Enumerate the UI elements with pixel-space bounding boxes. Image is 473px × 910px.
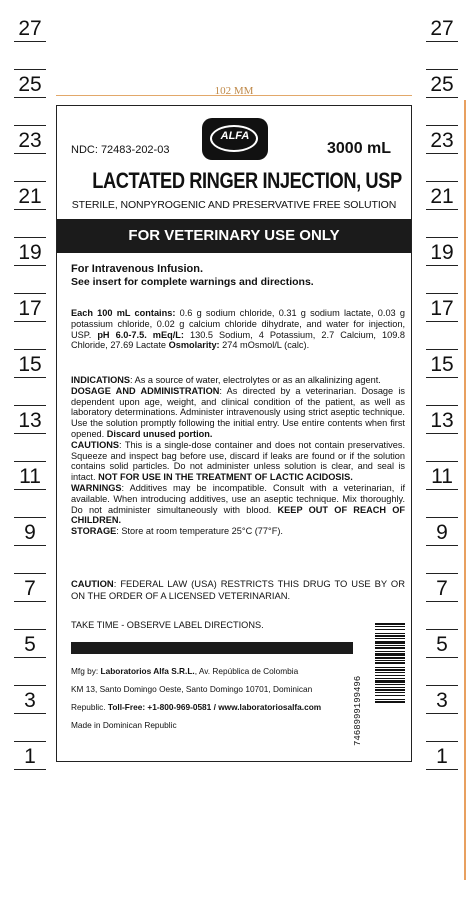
scale-minor-tick xyxy=(14,293,46,294)
indications-text: : As a source of water, electrolytes or as an alkalinizing agent. xyxy=(130,375,381,385)
scale-minor-tick xyxy=(14,349,46,350)
veterinary-banner: FOR VETERINARY USE ONLY xyxy=(57,219,411,253)
scale-mark-label: 11 xyxy=(19,465,41,488)
scale-mark-line xyxy=(426,545,458,546)
indications-block xyxy=(71,375,405,386)
scale-mark-line xyxy=(14,41,46,42)
black-bar xyxy=(71,642,353,654)
scale-mark-label: 15 xyxy=(430,353,454,376)
directions-paragraph xyxy=(71,375,405,537)
scale-mark-label: 11 xyxy=(431,465,453,488)
scale-minor-tick xyxy=(14,181,46,182)
scale-minor-tick xyxy=(14,517,46,518)
mfg-line-3 xyxy=(71,698,351,716)
scale-mark-label: 5 xyxy=(436,633,448,656)
scale-minor-tick xyxy=(426,461,458,462)
size-marker: 102 MM xyxy=(214,85,254,97)
scale-mark-label: 3 xyxy=(436,689,448,712)
warnings-text: : Additives may be incompatible. Consult with a veterinarian, if available. When introducing additives, use an aseptic technique. Mix thoroughly. Do not administer simultaneously with blood. xyxy=(71,482,405,515)
scale-minor-tick xyxy=(426,293,458,294)
mfg-line-1 xyxy=(71,662,351,680)
take-time-note: TAKE TIME - OBSERVE LABEL DIRECTIONS. xyxy=(71,620,264,630)
federal-text: : FEDERAL LAW (USA) RESTRICTS THIS DRUG TO USE BY OR ON THE ORDER OF A LICENSED VETERINARIAN. xyxy=(71,578,405,601)
scale-mark-line xyxy=(14,265,46,266)
scale-mark-line xyxy=(426,265,458,266)
alfa-logo xyxy=(202,118,268,160)
logo-text: ALFA xyxy=(220,130,250,142)
scale-mark-label: 7 xyxy=(436,577,448,600)
scale-mark-line xyxy=(426,713,458,714)
cautions-block xyxy=(71,440,405,483)
federal-label: CAUTION xyxy=(71,578,114,589)
storage-block xyxy=(71,526,405,537)
scale-mark-label: 21 xyxy=(18,185,42,208)
dosage-label: DOSAGE AND ADMINISTRATION xyxy=(71,385,220,396)
scale-mark-line xyxy=(426,377,458,378)
osmolarity-text: 274 mOsmol/L (calc). xyxy=(219,340,310,351)
cautions-label: CAUTIONS xyxy=(71,439,119,450)
osmolarity-label: Osmolarity: xyxy=(168,340,220,351)
scale-minor-tick xyxy=(426,741,458,742)
scale-minor-tick xyxy=(14,629,46,630)
scale-mark-label: 17 xyxy=(18,297,42,320)
scale-mark-label: 1 xyxy=(24,745,36,768)
scale-minor-tick xyxy=(426,69,458,70)
scale-minor-tick xyxy=(14,685,46,686)
scale-mark-label: 15 xyxy=(18,353,42,376)
scale-mark-label: 23 xyxy=(18,129,42,152)
scale-mark-line xyxy=(426,601,458,602)
scale-mark-line xyxy=(426,433,458,434)
scale-minor-tick xyxy=(426,237,458,238)
drug-label xyxy=(56,105,412,762)
scale-mark-label: 3 xyxy=(24,689,36,712)
scale-mark-line xyxy=(426,209,458,210)
ph-label: pH 6.0-7.5. mEq/L: xyxy=(97,329,184,340)
keep-out-text: KEEP OUT OF REACH OF CHILDREN. xyxy=(71,504,405,526)
see-insert-note: See insert for complete warnings and directions. xyxy=(71,276,314,288)
size-marker-line xyxy=(56,95,412,96)
barcode xyxy=(375,621,405,743)
scale-mark-label: 17 xyxy=(430,297,454,320)
scale-mark-line xyxy=(14,601,46,602)
mfg-address-3: Republic. xyxy=(71,702,108,712)
contains-text: 0.6 g sodium chloride, 0.31 g sodium lactate, 0.03 g potassium chloride, 0.02 g calcium chloride dihydrate, and water for injection, USP. xyxy=(71,308,405,340)
scale-mark-line xyxy=(14,713,46,714)
scale-mark-line xyxy=(426,97,458,98)
manufacturer-info xyxy=(71,662,351,734)
scale-mark-line xyxy=(426,769,458,770)
scale-mark-label: 23 xyxy=(430,129,454,152)
scale-mark-label: 13 xyxy=(18,409,42,432)
scale-mark-line xyxy=(14,657,46,658)
dosage-text: : As directed by a veterinarian. Dosage is dependent upon age, weight, and clinical condition of the patient, as well as laboratory determinations. Administer intravenously using strict aseptic technique. Use the solution promptly following the initial entry. Use entire contents when first opened. xyxy=(71,385,405,439)
composition-paragraph xyxy=(71,308,405,351)
dosage-block xyxy=(71,386,405,440)
cautions-text: : This is a single-dose container and does not contain preservatives. Squeeze and inspect bag before use, discard if leaks are found or if the solution contains solid particles. Do not administer unless solution is clear, and seal is intact. xyxy=(71,439,405,483)
scale-minor-tick xyxy=(426,349,458,350)
scale-mark-label: 5 xyxy=(24,633,36,656)
scale-minor-tick xyxy=(426,181,458,182)
toll-free-contact: Toll-Free: +1-800-969-0581 / www.laboratoriosalfa.com xyxy=(107,702,322,712)
mfg-line-2: KM 13, Santo Domingo Oeste, Santo Domingo 10701, Dominican xyxy=(71,684,313,694)
scale-minor-tick xyxy=(426,573,458,574)
edge-guide-line xyxy=(464,100,466,880)
mfg-prefix: Mfg by: xyxy=(71,666,101,676)
volume: 3000 mL xyxy=(327,140,392,157)
contains-label: Each 100 mL contains: xyxy=(71,308,176,318)
scale-mark-label: 9 xyxy=(436,521,448,544)
federal-caution xyxy=(71,578,405,601)
scale-mark-line xyxy=(14,209,46,210)
mfg-address-1: , Av. República de Colombia xyxy=(194,666,299,676)
scale-mark-line xyxy=(14,377,46,378)
route-of-administration: For Intravenous Infusion. xyxy=(71,263,204,275)
scale-minor-tick xyxy=(14,125,46,126)
not-for-use-text: NOT FOR USE IN THE TREATMENT OF LACTIC ACIDOSIS. xyxy=(98,472,353,483)
scale-minor-tick xyxy=(426,685,458,686)
scale-minor-tick xyxy=(14,741,46,742)
scale-mark-line xyxy=(14,545,46,546)
barcode-number: 7468999199496 xyxy=(353,675,363,746)
ndc-number: NDC: 72483-202-03 xyxy=(71,144,170,156)
scale-minor-tick xyxy=(426,405,458,406)
scale-mark-line xyxy=(14,433,46,434)
scale-mark-line xyxy=(14,97,46,98)
scale-mark-label: 13 xyxy=(430,409,454,432)
scale-mark-line xyxy=(426,657,458,658)
scale-mark-label: 27 xyxy=(18,17,42,40)
scale-mark-label: 7 xyxy=(24,577,36,600)
storage-text: : Store at room temperature 25°C (77°F). xyxy=(116,526,283,537)
meq-text: 130.5 Sodium, 4 Potassium, 2.7 Calcium, 109.8 Chloride, 27.69 Lactate xyxy=(71,329,405,351)
left-volume-scale xyxy=(14,0,58,910)
warnings-block xyxy=(71,483,405,526)
scale-mark-line xyxy=(14,489,46,490)
scale-mark-label: 9 xyxy=(24,521,36,544)
scale-mark-label: 25 xyxy=(18,73,42,96)
scale-mark-line xyxy=(14,321,46,322)
scale-minor-tick xyxy=(14,405,46,406)
scale-minor-tick xyxy=(426,125,458,126)
scale-mark-line xyxy=(426,153,458,154)
scale-mark-line xyxy=(14,769,46,770)
product-subtitle: STERILE, NONPYROGENIC AND PRESERVATIVE FREE SOLUTION xyxy=(71,199,397,211)
scale-mark-label: 25 xyxy=(430,73,454,96)
scale-mark-line xyxy=(426,41,458,42)
scale-mark-label: 21 xyxy=(430,185,454,208)
scale-minor-tick xyxy=(426,517,458,518)
scale-minor-tick xyxy=(14,69,46,70)
scale-minor-tick xyxy=(14,573,46,574)
storage-label: STORAGE xyxy=(71,526,117,537)
made-in: Made in Dominican Republic xyxy=(71,720,177,730)
warnings-label: WARNINGS xyxy=(71,482,122,493)
scale-minor-tick xyxy=(426,629,458,630)
scale-mark-label: 27 xyxy=(430,17,454,40)
mfg-company: Laboratorios Alfa S.R.L. xyxy=(100,666,195,676)
scale-mark-label: 19 xyxy=(18,241,42,264)
product-name: LACTATED RINGER INJECTION, USP xyxy=(92,168,402,193)
scale-mark-line xyxy=(14,153,46,154)
discard-text: Discard unused portion. xyxy=(106,428,213,439)
scale-mark-line xyxy=(426,321,458,322)
indications-label: INDICATIONS xyxy=(71,375,131,385)
scale-mark-label: 19 xyxy=(430,241,454,264)
scale-minor-tick xyxy=(14,461,46,462)
scale-mark-label: 1 xyxy=(436,745,448,768)
scale-mark-line xyxy=(426,489,458,490)
scale-minor-tick xyxy=(14,237,46,238)
